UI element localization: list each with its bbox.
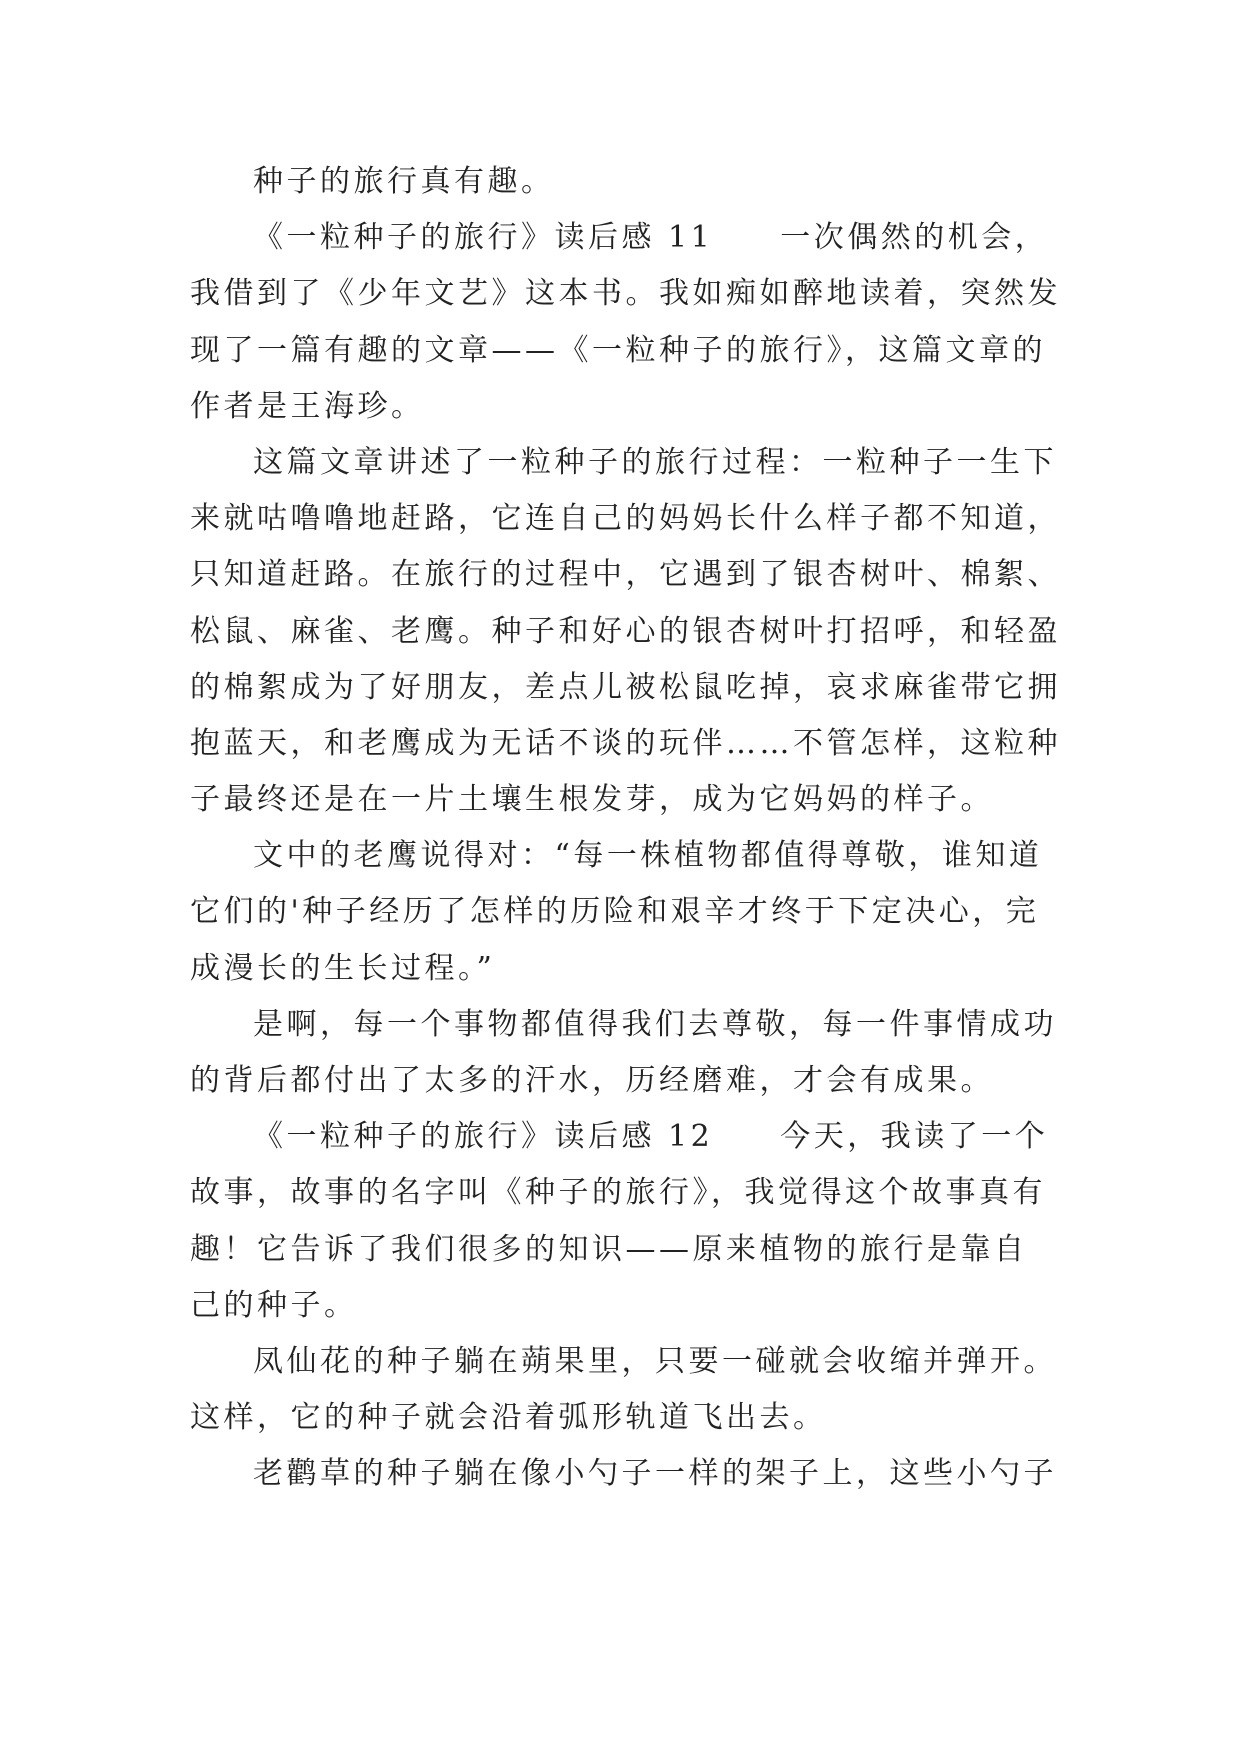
text-line: 我借到了《少年文艺》这本书。我如痴如醉地读着，突然发: [190, 276, 1061, 312]
text-line: 抱蓝天，和老鹰成为无话不谈的玩伴……不管怎样，这粒种: [190, 725, 1061, 761]
text-line: 这样，它的种子就会沿着弧形轨道飞出去。: [190, 1400, 827, 1436]
text-line: 故事，故事的名字叫《种子的旅行》，我觉得这个故事真有: [190, 1175, 1046, 1211]
text-line: 凤仙花的种子躺在蒴果里，只要一碰就会收缩并弹开。: [253, 1343, 1057, 1379]
text-line: 只知道赶路。在旅行的过程中，它遇到了银杏树叶、棉絮、: [190, 557, 1061, 593]
text-line: 这篇文章讲述了一粒种子的旅行过程：一粒种子一生下: [253, 444, 1057, 480]
text-line: 《一粒种子的旅行》读后感 11 一次偶然的机会，: [253, 220, 1049, 256]
text-line: 作者是王海珍。: [190, 388, 425, 424]
text-line: 种子的旅行真有趣。: [253, 164, 555, 199]
text-line: 松鼠、麻雀、老鹰。种子和好心的银杏树叶打招呼，和轻盈: [190, 613, 1061, 649]
text-line: 《一粒种子的旅行》读后感 12 今天，我读了一个: [253, 1119, 1049, 1155]
document-body: [190, 154, 1070, 1503]
text-line: 趣！它告诉了我们很多的知识——原来植物的旅行是靠自: [190, 1231, 1028, 1267]
text-line: 老鹳草的种子躺在像小勺子一样的架子上，这些小勺子: [253, 1456, 1057, 1492]
text-line: 文中的老鹰说得对：“每一株植物都值得尊敬，谁知道: [253, 838, 1043, 874]
text-line: 己的种子。: [190, 1287, 358, 1323]
text-line: 是啊，每一个事物都值得我们去尊敬，每一件事情成功: [253, 1006, 1057, 1042]
text-line: 来就咕噜噜地赶路，它连自己的妈妈长什么样子都不知道，: [190, 501, 1061, 537]
text-line: 成漫长的生长过程。”: [190, 950, 496, 986]
text-line: 的背后都付出了太多的汗水，历经磨难，才会有成果。: [190, 1063, 994, 1098]
text-line: 子最终还是在一片土壤生根发芽，成为它妈妈的样子。: [190, 782, 994, 818]
text-line: 的棉絮成为了好朋友，差点儿被松鼠吃掉，哀求麻雀带它拥: [190, 669, 1061, 705]
text-line: 现了一篇有趣的文章——《一粒种子的旅行》，这篇文章的: [190, 332, 1046, 368]
text-line: 它们的'种子经历了怎样的历险和艰辛才终于下定决心，完: [190, 894, 1040, 930]
